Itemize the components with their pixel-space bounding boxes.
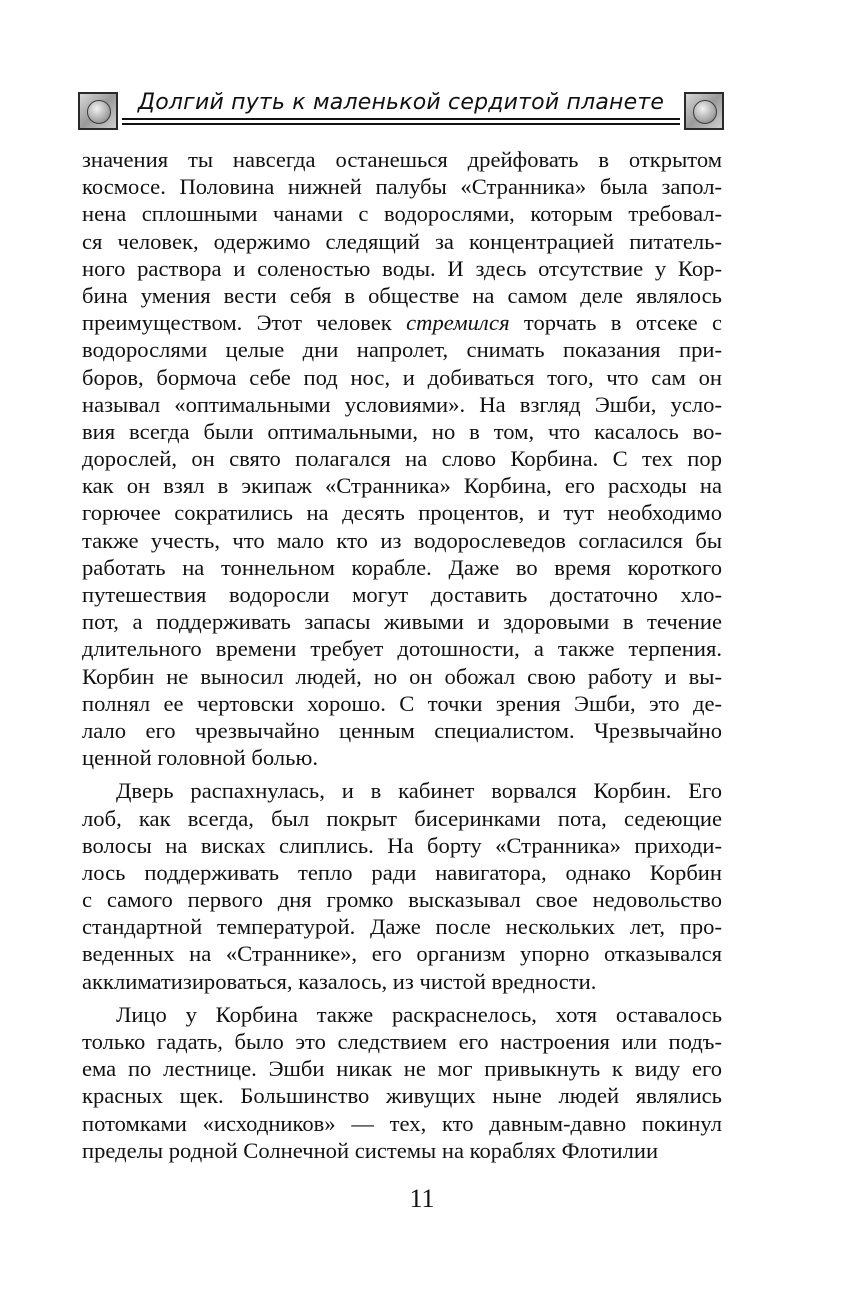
header-rule [122, 118, 680, 120]
text-line: бина умения вести себя в обществе на самом деле являлось [82, 282, 722, 308]
text-line: потомками «исходников» — тех, кто давным-давно покинул [82, 1110, 722, 1136]
paragraph [82, 146, 722, 771]
text-line: нена сплошными чанами с водорослями, которым требовал- [82, 201, 722, 227]
text-line: веденных на «Страннике», его организм упорно отказывался [82, 941, 722, 967]
text-line: дорослей, он свято полагался на слово Корбина. С тех пор [82, 446, 722, 472]
text-line: работать на тоннельном корабле. Даже во время короткого [82, 554, 722, 580]
text-line: пределы родной Солнечной системы на кораблях Флотилии [82, 1137, 659, 1163]
text-line: Дверь распахнулась, и в кабинет ворвался Корбин. Его [116, 778, 722, 804]
text-line: стандартной температурой. Даже после нескольких лет, про- [82, 914, 722, 940]
text-line: также учесть, что мало кто из водорослеведов согласился бы [82, 527, 722, 553]
paragraph [82, 1001, 722, 1164]
page-number: 11 [409, 1184, 435, 1213]
paragraph [82, 777, 722, 995]
header-rule [122, 123, 680, 125]
text-line: преимуществом. Этот человек стремился торчать в отсеке с [82, 310, 722, 336]
ornament-icon [78, 92, 118, 130]
text-line: путешествия водоросли могут доставить достаточно хло- [82, 582, 722, 607]
text-line: называл «оптимальными условиями». На взгляд Эшби, усло- [82, 391, 722, 417]
text-line: пот, а поддерживать запасы живыми и здоровыми в течение [82, 609, 722, 635]
text-line: лось поддерживать тепло ради навигатора, однако Корбин [82, 859, 722, 885]
text-line: значения ты навсегда останешься дрейфовать в открытом [82, 147, 722, 172]
running-header [78, 86, 724, 142]
text-line: Лицо у Корбина также раскраснелось, хотя оставалось [116, 1001, 722, 1027]
text-line: горючее сократились на десять процентов, и тут необходимо [82, 500, 722, 526]
text-line: ценной головной болью. [82, 745, 319, 771]
text-line: акклиматизироваться, казалось, из чистой вредности. [82, 968, 597, 994]
body-text [82, 146, 722, 1164]
text-line: красных щек. Большинство живущих ныне людей являлись [82, 1083, 722, 1109]
text-line: вия всегда были оптимальными, но в том, что касалось во- [82, 418, 722, 444]
running-header-title: Долгий путь к маленькой сердитой планете [137, 90, 665, 115]
ornament-icon [684, 92, 724, 130]
text-line: водорослями целые дни напролет, снимать показания при- [82, 337, 722, 363]
text-line: ема по лестнице. Эшби никак не мог привыкнуть к виду его [82, 1056, 722, 1082]
text-line: боров, бормоча себе под нос, и добиваться того, что сам он [82, 364, 722, 390]
text-line: космосе. Половина нижней палубы «Странника» была запол- [82, 174, 722, 200]
text-line: с самого первого дня громко высказывал свое недовольство [82, 887, 722, 913]
text-line: Корбин не выносил людей, но он обожал свою работу и вы- [82, 663, 722, 689]
text-line: только гадать, было это следствием его настроения или подъ- [82, 1029, 722, 1054]
text-line: как он взял в экипаж «Странника» Корбина, его расходы на [82, 473, 722, 499]
text-line: ся человек, одержимо следящий за концентрацией питатель- [82, 228, 722, 254]
text-line: лало его чрезвычайно ценным специалистом. Чрезвычайно [82, 717, 722, 743]
text-line: ного раствора и соленостью воды. И здесь отсутствие у Кор- [82, 255, 722, 281]
text-line: полнял ее чертовски хорошо. С точки зрения Эшби, это де- [82, 690, 722, 716]
text-line: длительного времени требует дотошности, а также терпения. [82, 636, 722, 662]
text-line: волосы на висках слиплись. На борту «Странника» приходи- [82, 832, 722, 858]
text-line: лоб, как всегда, был покрыт бисеринками пота, седеющие [82, 805, 722, 831]
